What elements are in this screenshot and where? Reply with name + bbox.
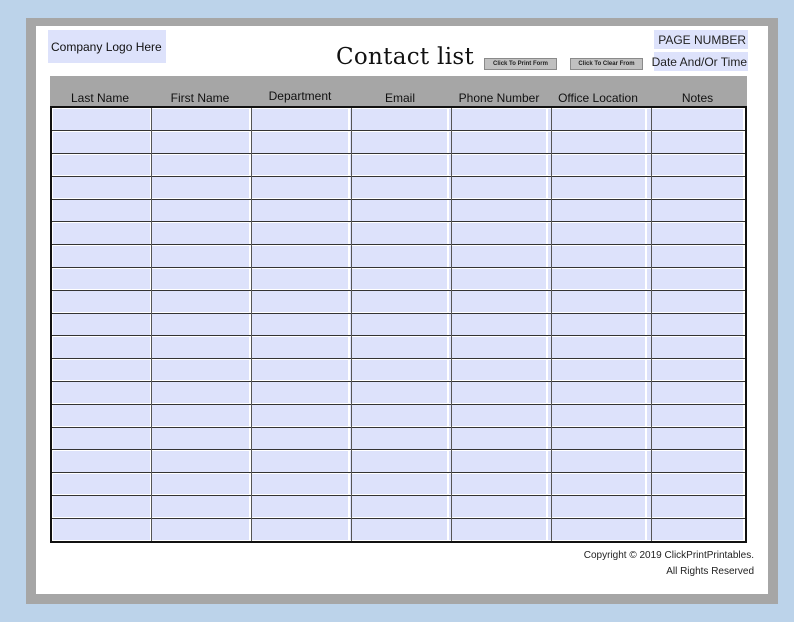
table-row [52, 154, 745, 177]
column-header-last-name: Last Name [70, 91, 130, 105]
field-first-name[interactable] [152, 223, 249, 244]
field-first-name[interactable] [152, 314, 249, 335]
field-last-name[interactable] [53, 360, 150, 381]
field-office-location[interactable] [548, 314, 645, 335]
field-department[interactable] [251, 223, 348, 244]
copyright-text: Copyright © 2019 ClickPrintPrintables. [583, 550, 754, 561]
field-last-name[interactable] [53, 223, 150, 244]
table-row [52, 245, 745, 268]
field-department[interactable] [251, 382, 348, 403]
field-first-name[interactable] [152, 337, 249, 358]
column-header-phone-number: Phone Number [458, 91, 540, 105]
column-divider [151, 108, 152, 541]
table-row [52, 199, 745, 222]
field-office-location[interactable] [548, 405, 645, 426]
field-email[interactable] [350, 405, 447, 426]
column-header-first-name: First Name [170, 91, 230, 105]
table-row [52, 313, 745, 336]
clear-form-button[interactable]: Click To Clear From [570, 58, 643, 70]
field-last-name[interactable] [53, 314, 150, 335]
field-notes[interactable] [647, 451, 743, 472]
table-row [52, 404, 745, 427]
date-time-label: Date And/Or Time [651, 54, 747, 69]
field-notes[interactable] [647, 132, 743, 153]
field-phone-number[interactable] [449, 132, 546, 153]
table-header [50, 76, 747, 106]
field-first-name[interactable] [152, 109, 249, 130]
field-last-name[interactable] [53, 451, 150, 472]
field-notes[interactable] [647, 246, 743, 267]
rights-text: All Rights Reserved [666, 566, 754, 577]
field-last-name[interactable] [53, 291, 150, 312]
table-row [52, 336, 745, 359]
field-office-location[interactable] [548, 360, 645, 381]
field-phone-number[interactable] [449, 155, 546, 176]
field-first-name[interactable] [152, 382, 249, 403]
field-office-location[interactable] [548, 382, 645, 403]
copyright-notice [584, 548, 754, 580]
field-office-location[interactable] [548, 269, 645, 290]
row-divider [52, 335, 745, 336]
date-time-field[interactable] [651, 52, 748, 71]
field-notes[interactable] [647, 177, 743, 198]
field-first-name[interactable] [152, 496, 249, 517]
field-first-name[interactable] [152, 405, 249, 426]
field-email[interactable] [350, 269, 447, 290]
field-email[interactable] [350, 428, 447, 449]
field-email[interactable] [350, 177, 447, 198]
field-first-name[interactable] [152, 200, 249, 221]
field-last-name[interactable] [53, 132, 150, 153]
row-divider [52, 290, 745, 291]
field-department[interactable] [251, 155, 348, 176]
field-phone-number[interactable] [449, 337, 546, 358]
table-row [52, 268, 745, 291]
table-row [52, 131, 745, 154]
field-first-name[interactable] [152, 246, 249, 267]
table-row [52, 473, 745, 496]
field-notes[interactable] [647, 155, 743, 176]
field-first-name[interactable] [152, 474, 249, 495]
field-email[interactable] [350, 155, 447, 176]
row-divider [52, 267, 745, 268]
field-email[interactable] [350, 337, 447, 358]
table-row [52, 495, 745, 518]
field-department[interactable] [251, 451, 348, 472]
field-last-name[interactable] [53, 177, 150, 198]
field-email[interactable] [350, 496, 447, 517]
row-divider [52, 449, 745, 450]
row-divider [52, 199, 745, 200]
field-notes[interactable] [647, 269, 743, 290]
field-first-name[interactable] [152, 360, 249, 381]
field-email[interactable] [350, 132, 447, 153]
field-office-location[interactable] [548, 474, 645, 495]
page-number-label: PAGE NUMBER [658, 32, 746, 47]
field-phone-number[interactable] [449, 291, 546, 312]
field-department[interactable] [251, 132, 348, 153]
field-notes[interactable] [647, 109, 743, 130]
field-office-location[interactable] [548, 337, 645, 358]
row-divider [52, 358, 745, 359]
row-divider [52, 244, 745, 245]
field-phone-number[interactable] [449, 474, 546, 495]
field-first-name[interactable] [152, 177, 249, 198]
column-divider [651, 108, 652, 541]
field-phone-number[interactable] [449, 405, 546, 426]
field-office-location[interactable] [548, 451, 645, 472]
field-notes[interactable] [647, 405, 743, 426]
field-office-location[interactable] [548, 177, 645, 198]
field-department[interactable] [251, 246, 348, 267]
field-last-name[interactable] [53, 200, 150, 221]
field-department[interactable] [251, 428, 348, 449]
field-first-name[interactable] [152, 291, 249, 312]
field-last-name[interactable] [53, 382, 150, 403]
field-email[interactable] [350, 314, 447, 335]
column-header-email: Email [384, 91, 415, 105]
field-first-name[interactable] [152, 451, 249, 472]
field-email[interactable] [350, 451, 447, 472]
field-first-name[interactable] [152, 519, 249, 540]
field-first-name[interactable] [152, 428, 249, 449]
field-last-name[interactable] [53, 269, 150, 290]
contact-table [50, 106, 747, 543]
table-row [52, 381, 745, 404]
page-title: Contact list [336, 44, 475, 70]
field-email[interactable] [350, 200, 447, 221]
table-row [52, 450, 745, 473]
field-notes[interactable] [647, 382, 743, 403]
field-notes[interactable] [647, 474, 743, 495]
field-email[interactable] [350, 246, 447, 267]
field-phone-number[interactable] [449, 223, 546, 244]
field-department[interactable] [251, 474, 348, 495]
field-department[interactable] [251, 314, 348, 335]
field-phone-number[interactable] [449, 200, 546, 221]
field-first-name[interactable] [152, 269, 249, 290]
field-notes[interactable] [647, 519, 743, 540]
row-divider [52, 313, 745, 314]
field-phone-number[interactable] [449, 177, 546, 198]
field-department[interactable] [251, 177, 348, 198]
field-notes[interactable] [647, 337, 743, 358]
field-email[interactable] [350, 519, 447, 540]
field-last-name[interactable] [53, 155, 150, 176]
field-email[interactable] [350, 291, 447, 312]
field-phone-number[interactable] [449, 314, 546, 335]
field-email[interactable] [350, 474, 447, 495]
row-divider [52, 427, 745, 428]
table-row [52, 176, 745, 199]
column-divider [551, 108, 552, 541]
field-last-name[interactable] [53, 109, 150, 130]
field-notes[interactable] [647, 496, 743, 517]
field-department[interactable] [251, 200, 348, 221]
field-office-location[interactable] [548, 428, 645, 449]
field-email[interactable] [350, 382, 447, 403]
row-divider [52, 153, 745, 154]
column-header-department: Department [268, 89, 332, 103]
field-office-location[interactable] [548, 223, 645, 244]
company-logo-field[interactable] [48, 30, 166, 63]
field-phone-number[interactable] [449, 269, 546, 290]
row-divider [52, 381, 745, 382]
field-phone-number[interactable] [449, 109, 546, 130]
field-notes[interactable] [647, 200, 743, 221]
field-office-location[interactable] [548, 155, 645, 176]
field-department[interactable] [251, 519, 348, 540]
field-last-name[interactable] [53, 246, 150, 267]
field-notes[interactable] [647, 314, 743, 335]
field-phone-number[interactable] [449, 451, 546, 472]
table-row [52, 222, 745, 245]
field-last-name[interactable] [53, 428, 150, 449]
field-last-name[interactable] [53, 337, 150, 358]
field-phone-number[interactable] [449, 519, 546, 540]
field-office-location[interactable] [548, 109, 645, 130]
field-department[interactable] [251, 109, 348, 130]
field-office-location[interactable] [548, 496, 645, 517]
row-divider [52, 221, 745, 222]
column-header-notes: Notes [681, 91, 714, 105]
page-number-field[interactable] [654, 30, 748, 49]
field-office-location[interactable] [548, 519, 645, 540]
column-divider [451, 108, 452, 541]
field-office-location[interactable] [548, 246, 645, 267]
field-department[interactable] [251, 269, 348, 290]
field-department[interactable] [251, 360, 348, 381]
field-last-name[interactable] [53, 405, 150, 426]
field-office-location[interactable] [548, 132, 645, 153]
table-row [52, 427, 745, 450]
field-phone-number[interactable] [449, 246, 546, 267]
table-row [52, 108, 745, 131]
contact-list-sheet [36, 26, 768, 594]
field-last-name[interactable] [53, 519, 150, 540]
field-notes[interactable] [647, 360, 743, 381]
table-row [52, 290, 745, 313]
company-logo-label: Company Logo Here [51, 39, 162, 54]
field-first-name[interactable] [152, 132, 249, 153]
row-divider [52, 518, 745, 519]
field-first-name[interactable] [152, 155, 249, 176]
field-department[interactable] [251, 337, 348, 358]
row-divider [52, 472, 745, 473]
field-office-location[interactable] [548, 291, 645, 312]
field-email[interactable] [350, 223, 447, 244]
row-divider [52, 130, 745, 131]
table-row [52, 518, 745, 541]
field-notes[interactable] [647, 428, 743, 449]
field-office-location[interactable] [548, 200, 645, 221]
column-header-office-location: Office Location [558, 91, 638, 105]
field-notes[interactable] [647, 223, 743, 244]
print-form-button[interactable]: Click To Print Form [484, 58, 557, 70]
field-last-name[interactable] [53, 474, 150, 495]
column-divider [251, 108, 252, 541]
row-divider [52, 404, 745, 405]
row-divider [52, 495, 745, 496]
field-department[interactable] [251, 496, 348, 517]
field-phone-number[interactable] [449, 428, 546, 449]
field-phone-number[interactable] [449, 382, 546, 403]
column-divider [351, 108, 352, 541]
field-department[interactable] [251, 291, 348, 312]
field-last-name[interactable] [53, 496, 150, 517]
field-email[interactable] [350, 360, 447, 381]
field-department[interactable] [251, 405, 348, 426]
row-divider [52, 176, 745, 177]
field-email[interactable] [350, 109, 447, 130]
field-notes[interactable] [647, 291, 743, 312]
field-phone-number[interactable] [449, 360, 546, 381]
field-phone-number[interactable] [449, 496, 546, 517]
table-row [52, 359, 745, 382]
